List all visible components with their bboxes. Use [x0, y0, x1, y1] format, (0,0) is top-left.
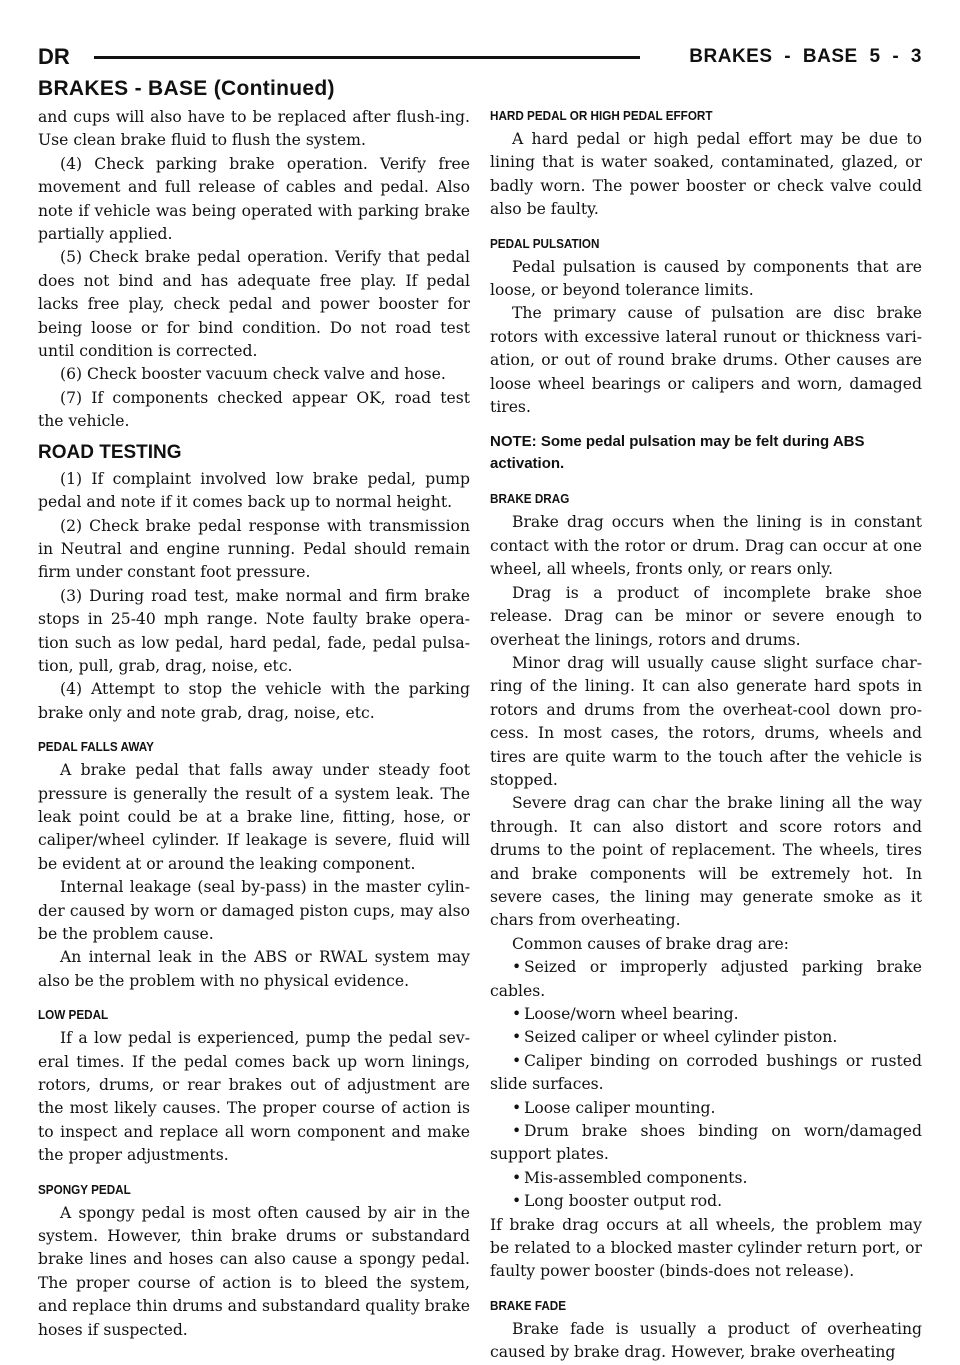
bullet-item: • Seized caliper or wheel cylinder piston. [490, 1026, 922, 1049]
bullet-dot: • [512, 1051, 522, 1070]
abs-note: NOTE: Some pedal pulsation may be felt during ABS activation. [490, 433, 865, 473]
bullet-dot: • [512, 1005, 522, 1023]
bullet-item: • Loose caliper mounting. [490, 1097, 922, 1120]
bullet-item: • Caliper binding on corroded bushings or rusted slide surfaces. [490, 1051, 922, 1094]
bullet-item: • Seized or improperly adjusted parking brake cables. [490, 958, 922, 1000]
paragraph: Drag is a product of incomplete brake shoe release. Drag can be minor or severe enough to overheat the linings, rotors and drums. [490, 583, 922, 649]
paragraph: (3) During road test, make normal and firm brake stops in 25-40 mph range. Note faulty brake opera-tion such as low pedal, hard pedal, fade, pedal pulsa-tion, pull, grab, drag, noise, etc. [38, 586, 470, 675]
paragraph: (5) Check brake pedal operation. Verify that pedal does not bind and has adequate free play. If pedal lacks free play, check pedal and power booster for being loose or for bind condition. Do not road test until condition is corrected. [38, 248, 470, 361]
page-header [38, 44, 922, 70]
hard-pedal-heading: HARD PEDAL OR HIGH PEDAL EFFORT [490, 108, 713, 123]
paragraph: (4) Check parking brake operation. Verify free movement and full release of cables and pedal. Also note if vehicle was being operated with parking brake partially applied. [38, 154, 470, 244]
paragraph: (4) Attempt to stop the vehicle with the parking brake only and note grab, drag, noise, etc. [38, 680, 470, 722]
low-pedal-heading: LOW PEDAL [38, 1007, 109, 1023]
pedal-falls-away-heading: PEDAL FALLS AWAY [38, 739, 154, 755]
bullet-dot: • [512, 958, 522, 977]
paragraph: A spongy pedal is most often caused by air in the system. However, thin brake drums or substandard brake lines and hoses can also cause a spongy pedal. The proper course of action is to bleed the system, and replace thin drums and substandard quality brake hoses if suspected. [38, 1203, 470, 1339]
spongy-pedal-heading: SPONGY PEDAL [38, 1181, 131, 1197]
brake-drag-heading: BRAKE DRAG [490, 491, 570, 507]
paragraph: If brake drag occurs at all wheels, the problem may be related to a blocked master cylinder return port, or faulty power booster (binds-does not release). [490, 1215, 922, 1281]
paragraph: Brake drag occurs when the lining is in constant contact with the rotor or drum. Drag can occur at one wheel, all wheels, fronts only, or rears only. [490, 513, 922, 579]
paragraph: (2) Check brake pedal response with transmission in Neutral and engine running. Pedal should remain firm under constant foot pressure. [38, 516, 470, 582]
left-column [38, 106, 470, 1342]
paragraph: (6) Check booster vacuum check valve and hose. [60, 365, 446, 384]
paragraph: and cups will also have to be replaced after flush-ing. Use clean brake fluid to flush the system. [38, 108, 470, 150]
paragraph: (1) If complaint involved low brake pedal, pump pedal and note if it comes back up to normal height. [38, 469, 470, 512]
bullet-dot: • [512, 1168, 522, 1187]
right-column [490, 106, 922, 1365]
bullet-dot: • [512, 1122, 522, 1141]
brake-fade-heading: BRAKE FADE [490, 1297, 567, 1313]
paragraph: Brake fade is usually a product of overheating caused by brake drag. However, brake overheating [490, 1319, 922, 1362]
bullet-dot: • [512, 1192, 522, 1211]
section-page-number: BRAKES - BASE 5 - 3 [689, 46, 922, 67]
paragraph: Internal leakage (seal by-pass) in the master cylin-der caused by worn or damaged piston cups, may also be the problem cause. [38, 878, 470, 943]
road-testing-heading: ROAD TESTING [38, 441, 182, 463]
section-continued-title: BRAKES - BASE (Continued) [38, 77, 335, 100]
manual-code: DR [38, 44, 70, 69]
paragraph: The primary cause of pulsation are disc brake rotors with excessive lateral runout or thickness vari-ation, or out of round brake drums. Other causes are loose wheel bearings or calipers and worn, damaged tires. [490, 304, 922, 417]
paragraph: Minor drag will usually cause slight surface char-ring of the lining. It can also generate hard spots in rotors and drums from the overheat-cool down pro-cess. In most cases, the rotors, drums, wheels and tires are quite warm to the touch after the vehicle is stopped. [490, 653, 922, 789]
paragraph: A brake pedal that falls away under steady foot pressure is generally the result of a system leak. The leak point could be at a brake line, fitting, hose, or caliper/wheel cylinder. If leakage is severe, fluid will be evident at or around the leaking component. [38, 761, 470, 873]
paragraph: Severe drag can char the brake lining all the way through. It can also distort and score rotors and drums to the point of replacement. The wheels, tires and brake components will be extremely hot. In severe cases, the lining may generate smoke as it chars from overheating. [490, 794, 922, 930]
bullet-dot: • [512, 1028, 522, 1047]
pedal-pulsation-heading: PEDAL PULSATION [490, 235, 600, 251]
paragraph: Pedal pulsation is caused by components that are loose, or beyond tolerance limits. [490, 257, 922, 300]
bullet-item: • Long booster output rod. [490, 1190, 922, 1213]
paragraph: If a low pedal is experienced, pump the pedal sev-eral times. If the pedal comes back up worn linings, rotors, drums, or rear brakes out of adjustment are the most likely causes. The proper course of action is to inspect and replace all worn component and make the proper adjustments. [38, 1029, 470, 1165]
bullet-item: • Drum brake shoes binding on worn/damaged support plates. [490, 1122, 922, 1164]
paragraph: A hard pedal or high pedal effort may be due to lining that is water soaked, contaminated, glazed, or badly worn. The power booster or check valve could also be faulty. [490, 130, 922, 219]
bullet-item: • Loose/worn wheel bearing. [490, 1003, 922, 1026]
paragraph: An internal leak in the ABS or RWAL system may also be the problem with no physical evidence. [38, 948, 470, 990]
header-rule [94, 56, 640, 59]
bullet-dot: • [512, 1098, 522, 1117]
paragraph: (7) If components checked appear OK, road test the vehicle. [38, 388, 470, 431]
bullet-item: • Mis-assembled components. [490, 1167, 922, 1190]
paragraph: Common causes of brake drag are: [512, 934, 789, 953]
